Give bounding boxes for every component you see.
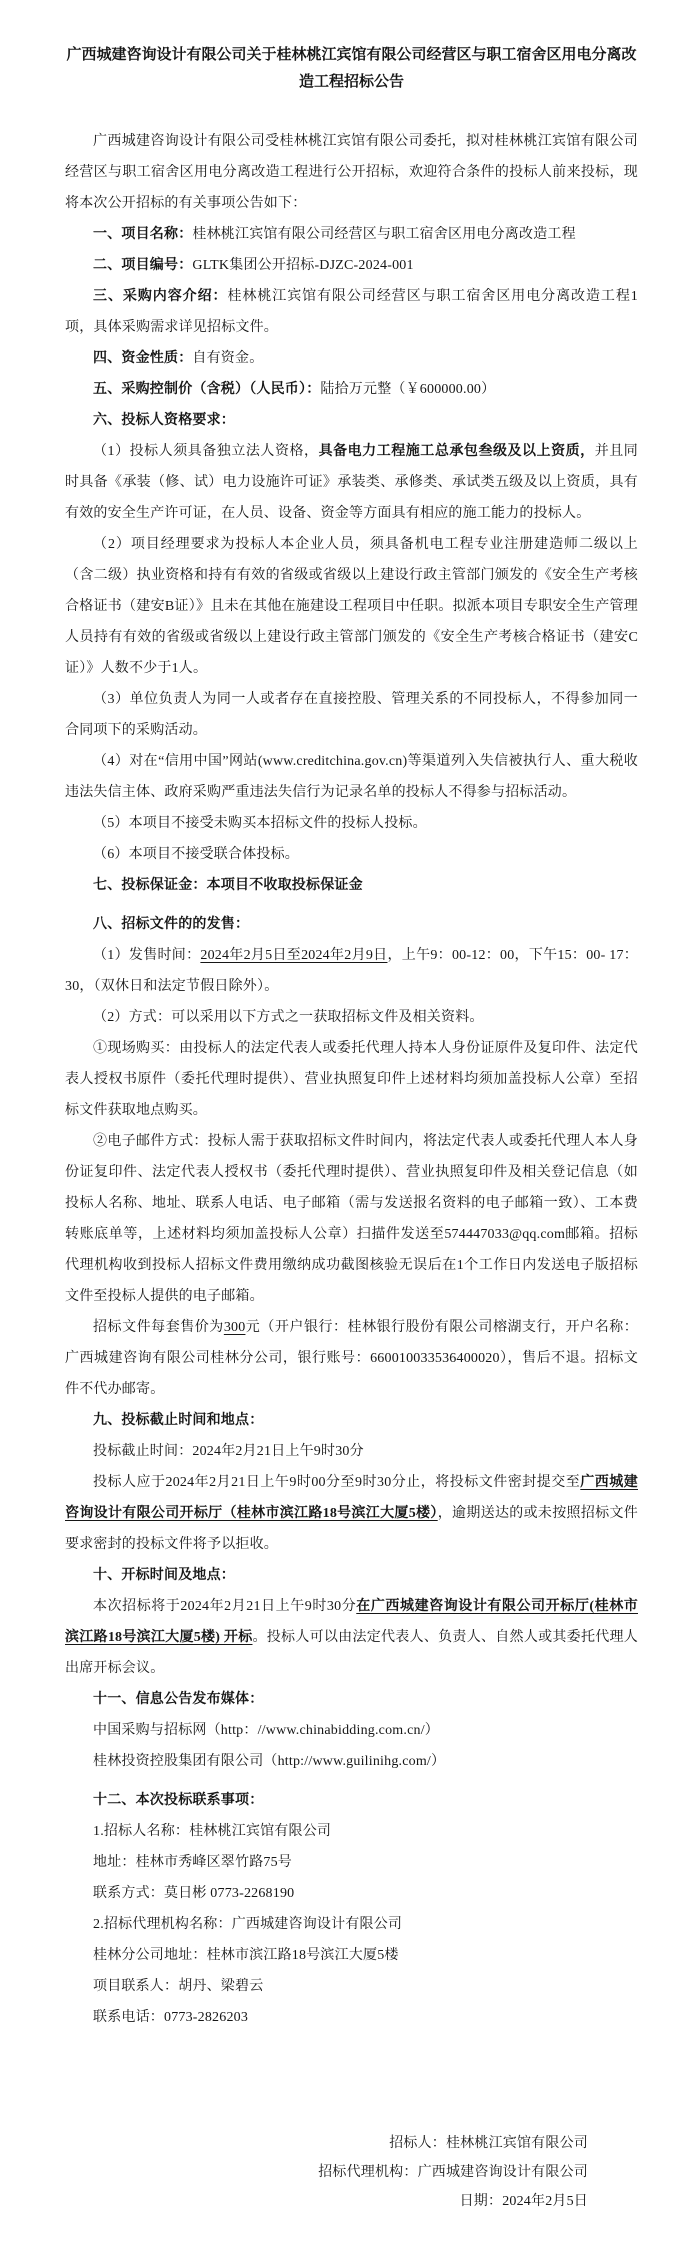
- text-run: 桂林桃江宾馆有限公司经营区与职工宿舍区用电分离改造工程1项，具体采购需求详见招标文件。: [65, 289, 638, 335]
- section-procurement-content: [65, 281, 638, 343]
- contact-bidder-name: [65, 1816, 638, 1847]
- text-run: 中国采购与招标网（http：//www.chinabidding.com.cn/）: [93, 1723, 439, 1738]
- section-project-number: [65, 250, 638, 281]
- bid-deadline-time: [65, 1436, 638, 1467]
- text-run: 七、投标保证金：本项目不收取投标保证金: [93, 878, 363, 893]
- text-run: GLTK集团公开招标-DJZC-2024-001: [192, 258, 414, 273]
- text-run: 十、开标时间及地点：: [93, 1568, 235, 1583]
- text-run: （2）方式：可以采用以下方式之一获取招标文件及相关资料。: [93, 1010, 484, 1025]
- section-bid-bond: [65, 870, 638, 901]
- contact-agency-name: [65, 1909, 638, 1940]
- qualification-item-2: [65, 529, 638, 684]
- section-bid-deadline-heading: [65, 1405, 638, 1436]
- text-run: 300: [223, 1320, 246, 1335]
- text-run: 一、项目名称：: [93, 227, 193, 242]
- signature-date: 日期：2024年2月5日: [459, 2194, 588, 2209]
- signature-bidder: 招标人：桂林桃江宾馆有限公司: [389, 2136, 588, 2151]
- text-run: 联系方式：莫日彬 0773-2268190: [93, 1886, 295, 1901]
- text-run: 投标截止时间：2024年2月21日上午9时30分: [93, 1444, 364, 1459]
- text-run: 项目联系人：胡丹、梁碧云: [93, 1979, 264, 1994]
- text-run: 二、项目编号：: [93, 258, 193, 273]
- text-run: 招标文件每套售价为: [93, 1320, 224, 1335]
- text-run: 陆拾万元整（￥600000.00）: [320, 382, 496, 397]
- text-run: 地址：桂林市秀峰区翠竹路75号: [93, 1855, 292, 1870]
- contact-bidder-phone: [65, 1878, 638, 1909]
- contact-agency-address: [65, 1940, 638, 1971]
- section-qualification-heading: [65, 405, 638, 436]
- text-run: 本次招标将于2024年2月21日上午9时30分: [93, 1599, 357, 1614]
- text-run: （1）发售时间：: [93, 948, 201, 963]
- media-guilinihg: [65, 1746, 638, 1777]
- text-run: 2024年2月5日至2024年2月9日: [200, 948, 388, 963]
- document-body: [65, 126, 638, 2033]
- text-run: 1.招标人名称：桂林桃江宾馆有限公司: [93, 1824, 332, 1839]
- text-run: 自有资金。: [192, 351, 264, 366]
- signature-agency: 招标代理机构：广西城建咨询设计有限公司: [318, 2165, 588, 2180]
- text-run: 并且同时具备《承装（修、试）电力设施许可证》承装类、承修类、承试类五级及以上资质，具有有效的安全生产许可证，在人员、设备、资金等方面具有相应的施工能力的投标人。: [65, 444, 638, 521]
- text-run: 在广西城建咨询设计有限公司开标厅(桂林市滨江路18号滨江大厦5楼) 开标: [65, 1599, 638, 1645]
- document-title: 广西城建咨询设计有限公司关于桂林桃江宾馆有限公司经营区与职工宿舍区用电分离改造工程招标公告: [66, 47, 637, 90]
- text-run: 桂林桃江宾馆有限公司经营区与职工宿舍区用电分离改造工程: [192, 227, 576, 242]
- text-run: 三、采购内容介绍：: [93, 289, 228, 304]
- text-run: 十一、信息公告发布媒体：: [93, 1692, 264, 1707]
- qualification-item-5: [65, 808, 638, 839]
- text-run: 投标人应于2024年2月21日上午9时00分至9时30分止，将投标文件密封提交至: [93, 1475, 581, 1490]
- qualification-item-6: [65, 839, 638, 870]
- sale-price: [65, 1312, 638, 1405]
- section-document-sale-heading: [65, 909, 638, 940]
- sale-time: [65, 940, 638, 1002]
- contact-bidder-address: [65, 1847, 638, 1878]
- text-run: （5）本项目不接受未购买本招标文件的投标人投标。: [93, 816, 427, 831]
- text-run: 桂林投资控股集团有限公司（http://www.guilinihg.com/）: [93, 1754, 446, 1769]
- text-run: 六、投标人资格要求：: [93, 413, 235, 428]
- text-run: 四、资金性质：: [93, 351, 193, 366]
- text-run: 五、采购控制价（含税）（人民币）：: [93, 382, 321, 397]
- section-contact-heading: [65, 1785, 638, 1816]
- text-run: ①现场购买：由投标人的法定代表人或委托代理人持本人身份证原件及复印件、法定代表人授权书原件（委托代理时提供）、营业执照复印件上述材料均须加盖投标人公章）至招标文件获取地点购买。: [65, 1041, 638, 1118]
- text-run: （4）对在“信用中国”网站(www.creditchina.gov.cn)等渠道列入失信被执行人、重大税收违法失信主体、政府采购严重违法失信行为记录名单的投标人不得参与招标活动。: [65, 754, 638, 800]
- text-run: （2）项目经理要求为投标人本企业人员，须具备机电工程专业注册建造师二级以上（含二级）执业资格和持有有效的省级或省级以上建设行政主管部门颁发的《安全生产考核合格证书（建安B证）》且未在其他在施建设工程项目中任职。拟派本项目专职安全生产管理人员持有有效的省级或省级以上建设行政主管部门颁发的《安全生产考核合格证书（建安C证）》人数不少于1人。: [65, 537, 638, 676]
- text-run: （3）单位负责人为同一人或者存在直接控股、管理关系的不同投标人，不得参加同一合同项下的采购活动。: [65, 692, 638, 738]
- text-run: 。投标人可以由法定代表人、负责人、自然人或其委托代理人出席开标会议。: [65, 1630, 638, 1676]
- text-run: 十二、本次投标联系事项：: [93, 1793, 264, 1808]
- text-run: ，上午9：00-12：00，下午15：00- 17：30，（双休日和法定节假日除外）。: [65, 948, 638, 994]
- text-run: （1）投标人须具备独立法人资格，: [93, 444, 319, 459]
- qualification-item-4: [65, 746, 638, 808]
- text-run: 元（开户银行：桂林银行股份有限公司榕湖支行，开户名称：广西城建咨询有限公司桂林分公司，银行账号：660010033536400020），售后不退。招标文件不代办邮寄。: [65, 1320, 638, 1397]
- contact-project-phone: [65, 2002, 638, 2033]
- media-chinabidding: [65, 1715, 638, 1746]
- sale-method-email: [65, 1126, 638, 1312]
- bid-opening: [65, 1591, 638, 1684]
- sale-method-onsite: [65, 1033, 638, 1126]
- bid-submission: [65, 1467, 638, 1560]
- text-run: ②电子邮件方式：投标人需于获取招标文件时间内，将法定代表人或委托代理人本人身份证复印件、法定代表人授权书（委托代理时提供）、营业执照复印件及相关登记信息（如投标人名称、地址、联系人电话、电子邮箱（需与发送报名资料的电子邮箱一致）、工本费转账底单等，上述材料均须加盖投标人公章）扫描件发送至574447033@qq.com邮箱。招标代理机构收到投标人招标文件费用缴纳成功截图核验无误后在1个工作日内发送电子版招标文件至投标人提供的电子邮箱。: [65, 1134, 638, 1304]
- text-run: 联系电话：0773-2826203: [93, 2010, 249, 2025]
- text-run: 九、投标截止时间和地点：: [93, 1413, 264, 1428]
- intro-paragraph: [65, 126, 638, 219]
- text-run: 广西城建咨询设计有限公司开标厅（桂林市滨江路18号滨江大厦5楼）: [65, 1475, 638, 1521]
- section-bid-opening-heading: [65, 1560, 638, 1591]
- text-run: 广西城建咨询设计有限公司受桂林桃江宾馆有限公司委托，拟对桂林桃江宾馆有限公司经营区与职工宿舍区用电分离改造工程进行公开招标，欢迎符合条件的投标人前来投标，现将本次公开招标的有关事项公告如下：: [65, 134, 638, 211]
- section-media-heading: [65, 1684, 638, 1715]
- section-control-price: [65, 374, 638, 405]
- text-run: 桂林分公司地址：桂林市滨江路18号滨江大厦5楼: [93, 1948, 399, 1963]
- sale-method: [65, 1002, 638, 1033]
- qualification-item-1: [65, 436, 638, 529]
- text-run: 八、招标文件的的发售：: [93, 917, 250, 932]
- text-run: 2.招标代理机构名称：广西城建咨询设计有限公司: [93, 1917, 403, 1932]
- qualification-item-3: [65, 684, 638, 746]
- contact-project-persons: [65, 1971, 638, 2002]
- text-run: （6）本项目不接受联合体投标。: [93, 847, 299, 862]
- text-run: 具备电力工程施工总承包叁级及以上资质，: [318, 444, 595, 459]
- signature-block: [65, 2129, 638, 2216]
- section-fund-nature: [65, 343, 638, 374]
- section-project-name: [65, 219, 638, 250]
- text-run: ，逾期送达的或未按照招标文件要求密封的投标文件将予以拒收。: [65, 1506, 638, 1552]
